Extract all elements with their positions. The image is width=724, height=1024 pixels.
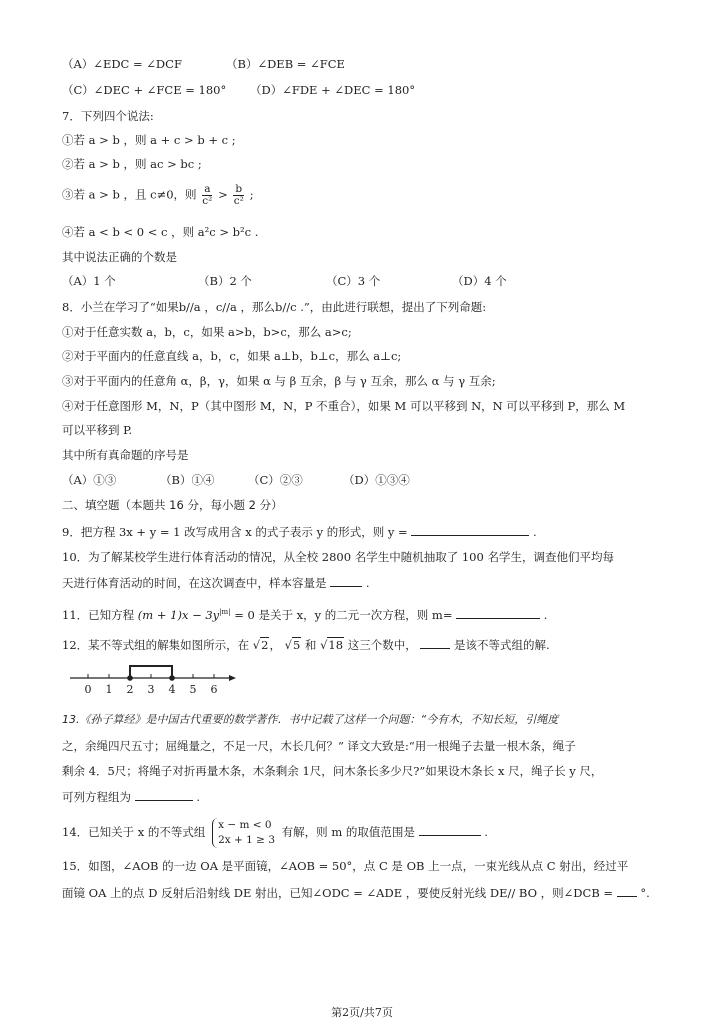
q12: 12．某不等式组的解集如图所示，在 √2， √5 和 √18 这三个数中， 是该不等式组的解. <box>62 638 550 652</box>
q8-statement-4a: ④对于任意图形 M，N，P（其中图形 M，N，P 不重合），如果 M 可以平移到 N，N 可以平移到 P，那么 M <box>62 399 626 413</box>
tick-label-2: 2 <box>126 683 134 696</box>
q13-answer-blank[interactable] <box>135 788 193 801</box>
q14: 14．已知关于 x 的不等式组 x − m < 0 2x + 1 ≥ 3 有解，则 m 的取值范围是 . <box>62 819 488 846</box>
q6-option-d: （D）∠FDE + ∠DEC = 180° <box>250 83 416 97</box>
q7-statement-2: ②若 a > b ，则 ac > bc ; <box>62 157 202 171</box>
q6-option-c: （C）∠DEC + ∠FCE = 180° <box>62 83 227 97</box>
q12-answer-blank[interactable] <box>420 636 450 649</box>
q9: 9．把方程 3x + y = 1 改写成用含 x 的式子表示 y 的形式，则 y = . <box>62 525 537 539</box>
q7-statement-1: ①若 a > b ，则 a + c > b + c ; <box>62 133 236 147</box>
q15-answer-blank[interactable] <box>617 884 637 897</box>
tick-label-3: 3 <box>147 683 155 696</box>
tick-label-6: 6 <box>210 683 218 696</box>
page-footer: 第2页/共7页 <box>331 1006 393 1019</box>
q15-line-2: 面镜 OA 上的点 D 反射后沿射线 DE 射出，已知∠ODC = ∠ADE ，要使反射光线 DE// BO ，则∠DCB = °. <box>62 886 650 900</box>
q7-statement-4: ④若 a < b < 0 < c ，则 a²c > b²c . <box>62 225 259 239</box>
q7-option-b: （B）2 个 <box>198 274 252 288</box>
tick-label-4: 4 <box>168 683 176 696</box>
q7-stem: 7．下列四个说法: <box>62 109 154 123</box>
q7-count-question: 其中说法正确的个数是 <box>62 250 177 264</box>
q8-statement-3: ③对于平面内的任意角 α，β，γ，如果 α 与 β 互余，β 与 γ 互余，那么 α 与 γ 互余; <box>62 374 496 388</box>
q13-line-1: 13.《孙子算经》是中国古代重要的数学著作．书中记载了这样一个问题：“今有木，不知长短，引绳度 <box>62 713 559 726</box>
q11: 11．已知方程 $(m + 1)x - 3y^{|m|} = 0$ 是关于 x，y 的二元一次方程，则 m= . <box>62 607 548 622</box>
q7-option-a: （A）1 个 <box>62 274 116 288</box>
q13-line-2: 之，余绳四尺五寸；屈绳量之，不足一尺，木长几何？” 译文大致是:“用一根绳子去量一根木条，绳子 <box>62 739 576 753</box>
q15-line-1: 15．如图，∠AOB 的一边 OA 是平面镜，∠AOB = 50°，点 C 是 OB 上一点，一束光线从点 C 射出，经过平 <box>62 859 629 873</box>
q7-option-c: （C）3 个 <box>326 274 381 288</box>
q8-option-c: （C）②③ <box>248 473 303 487</box>
q10-line-1: 10．为了解某校学生进行体育活动的情况，从全校 2800 名学生中随机抽取了 100 名学生，调查他们平均每 <box>62 550 614 564</box>
point-4 <box>169 675 175 681</box>
q8-option-a: （A）①③ <box>62 473 117 487</box>
q8-statement-1: ①对于任意实数 a，b，c，如果 a>b，b>c，那么 a>c; <box>62 325 352 339</box>
sqrt-18: 18 <box>328 638 344 652</box>
q13-line-4: 可列方程组为 . <box>62 790 200 804</box>
tick-label-1: 1 <box>105 683 113 696</box>
q8-true-question: 其中所有真命题的序号是 <box>62 448 189 462</box>
number-line-figure <box>70 662 240 698</box>
inequality-system: x − m < 0 2x + 1 ≥ 3 <box>212 818 275 848</box>
q7-option-d: （D）4 个 <box>452 274 507 288</box>
tick-label-0: 0 <box>84 683 92 696</box>
sqrt-2: 2 <box>261 638 269 652</box>
q7-statement-3: ③若 a > b ，且 c≠0，则 $\frac{a}{\text{c²}}$ > $\frac{b}{\text{c²}}$ ; <box>62 183 254 207</box>
q8-stem: 8．小兰在学习了“如果b//a ，c//a ，那么b//c .”，由此进行联想，提出了下列命题: <box>62 300 487 314</box>
number-line-arrow-icon <box>229 675 236 681</box>
solid-point-2 <box>127 675 133 681</box>
q11-answer-blank[interactable] <box>456 606 540 619</box>
q9-answer-blank[interactable] <box>411 523 529 536</box>
fraction-b-over-c2: $\frac{b}{\text{c²}}$ <box>233 183 244 207</box>
q10-answer-blank[interactable] <box>330 574 362 587</box>
q13-line-3: 剩余 4．5尺；将绳子对折再量木条，木条剩余 1尺，问木条长多少尺?”如果设木条长 x 尺，绳子长 y 尺， <box>62 764 603 778</box>
fraction-a-over-c2: $\frac{a}{\text{c²}}$ <box>202 183 213 207</box>
q6-option-b: （B）∠DEB = ∠FCE <box>226 57 345 71</box>
q8-option-d: （D）①③④ <box>343 473 410 487</box>
section-heading-fill-in: 二、填空题（本题共 16 分，每小题 2 分） <box>62 498 283 512</box>
number-line-ticks <box>85 674 218 696</box>
q8-statement-4b: 可以平移到 P. <box>62 423 133 437</box>
sqrt-5: 5 <box>292 638 301 652</box>
q8-option-b: （B）①④ <box>160 473 215 487</box>
q10-line-2: 天进行体育活动的时间，在这次调查中，样本容量是 . <box>62 576 370 590</box>
tick-label-5: 5 <box>189 683 197 696</box>
q8-statement-2: ②对于平面内的任意直线 a，b，c，如果 a⊥b，b⊥c，那么 a⊥c; <box>62 349 402 363</box>
q14-answer-blank[interactable] <box>419 823 481 836</box>
q6-option-a: （A）∠EDC = ∠DCF <box>62 57 182 71</box>
